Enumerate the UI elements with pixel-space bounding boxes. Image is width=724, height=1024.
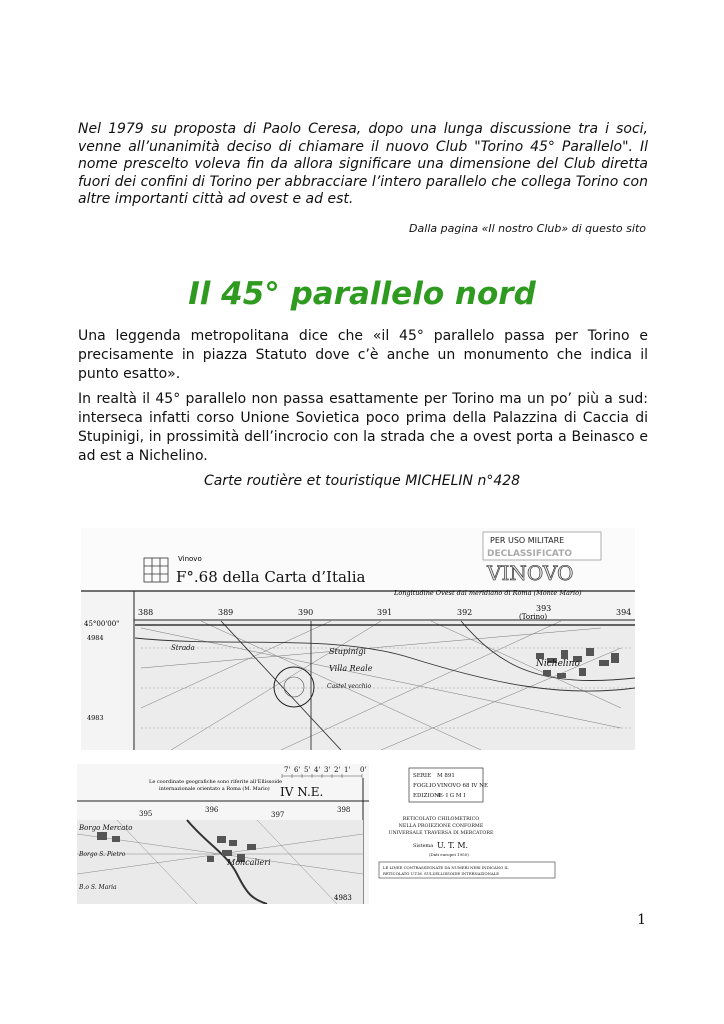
place-label: Stupinigi [329, 647, 366, 656]
place-label: Borgo Mercato [79, 824, 133, 832]
grid-number: 393 [536, 604, 552, 613]
map-note: Le coordinate geografiche sono riferite all’Ellissoide [149, 779, 283, 785]
paragraph-legend: Una leggenda metropolitana dice che «il 45° parallelo passa per Torino e precisamente in piazza Statuto dove c’è anche un monumento che indica il punto esatto». [78, 328, 648, 382]
svg-text:398: 398 [337, 806, 351, 814]
place-label: B.o S. Maria [79, 884, 117, 891]
map-legend-panel [371, 764, 557, 904]
intro-paragraph: Nel 1979 su proposta di Paolo Ceresa, dopo una lunga discussione tra i soci, venne all’unanimità deciso di chiamare il nuovo Club "Torino 45° Parallelo". Il nome prescelto voleva fin da allora significare una dimensione del Club diretta fuori dei confini di Torino per abbracciare l’intero parallelo che collega Torino con altre importanti città ad ovest e ad est. [78, 121, 648, 207]
lat-label: 45°00'00" [84, 620, 120, 628]
left-number: 4983 [87, 714, 104, 722]
sheet-value: VINOVO 68 IV NE [437, 783, 488, 789]
svg-text:7': 7' [284, 766, 291, 774]
system-value: U. T. M. [437, 841, 469, 850]
place-label: Villa Reale [329, 664, 373, 673]
grid-number: 392 [457, 608, 473, 617]
map-caption: Carte routière et touristique MICHELIN n°428 [203, 473, 521, 489]
longitude-note: Longitudine Ovest dal meridiano di Roma (Monte Mario) [394, 589, 582, 597]
reticle-title: RETICOLATO CHILOMETRICO [402, 817, 480, 822]
grid-number: 390 [298, 608, 314, 617]
footnote-line: LE LINEE CONTRASSEGNATE DA NUMERI NERI INDICANO IL [383, 865, 509, 870]
grid-number: 388 [138, 608, 154, 617]
sheet-name: VINOVO [487, 561, 574, 585]
svg-text:3': 3' [324, 766, 331, 774]
sheet-label: F°.68 della Carta d’Italia [176, 568, 366, 586]
bottom-number: 4983 [334, 894, 352, 902]
svg-text:397: 397 [271, 811, 285, 819]
svg-text:5': 5' [304, 766, 311, 774]
system-label: Sistema [413, 843, 434, 849]
page-title: Il 45° parallelo nord [188, 276, 536, 312]
grid-number: 394 [616, 608, 632, 617]
system-note: (Dati europei 1950) [429, 852, 469, 857]
map-bottom-moncalieri [77, 764, 369, 904]
series-value: M 891 [437, 773, 455, 779]
stamp-line1: PER USO MILITARE [490, 536, 565, 545]
footnote-line: RETICOLATO U.T.M. SULL’ELLISSOIDE INTERNAZIONALE [383, 871, 500, 876]
stamp-line2: DECLASSIFICATO [487, 549, 572, 559]
paragraph-reality: In realtà il 45° parallelo non passa esattamente per Torino ma un po’ più a sud: interseca infatti corso Unione Sovietica poco prima della Palazzina di Caccia di Stupinigi, in prossimità dell’incrocio con la strada che a ovest porta a Beinasco e ad est a Nichelino. [78, 391, 648, 464]
grid-number: 391 [377, 608, 393, 617]
svg-text:4': 4' [314, 766, 321, 774]
svg-text:396: 396 [205, 806, 219, 814]
edition-value: 4 - I G M I [437, 793, 466, 799]
map-note: internazionale orientato a Roma (M. Mario) [159, 786, 270, 792]
intro-source: Dalla pagina «Il nostro Club» di questo sito [409, 222, 646, 235]
svg-text:2': 2' [334, 766, 341, 774]
sheet-label: FOGLIO [413, 783, 437, 789]
place-label: Castel vecchio [327, 683, 372, 690]
grid-number: 389 [218, 608, 234, 617]
place-label: Strada [171, 644, 195, 652]
left-number: 4984 [87, 634, 104, 642]
index-label: Vinovo [178, 555, 202, 563]
place-label: Moncalieri [227, 858, 271, 867]
series-label: SERIE [413, 773, 432, 779]
svg-text:6': 6' [294, 766, 301, 774]
torino-label: (Torino) [519, 613, 548, 621]
svg-text:1': 1' [344, 766, 351, 774]
svg-text:395: 395 [139, 810, 153, 818]
place-label: Nichelino [536, 659, 580, 669]
place-label: Borgo S. Pietro [79, 851, 126, 858]
reticle-line: UNIVERSALE TRAVERSA DI MERCATORE [388, 831, 494, 836]
svg-text:0': 0' [360, 766, 367, 774]
edition-label: EDIZIONE [413, 793, 443, 799]
reticle-line: NELLA PROIEZIONE CONFORME [398, 824, 484, 829]
page-number: 1 [637, 912, 646, 928]
map-top-vinovo [81, 528, 635, 750]
quadrant-label: IV N.E. [280, 785, 324, 799]
